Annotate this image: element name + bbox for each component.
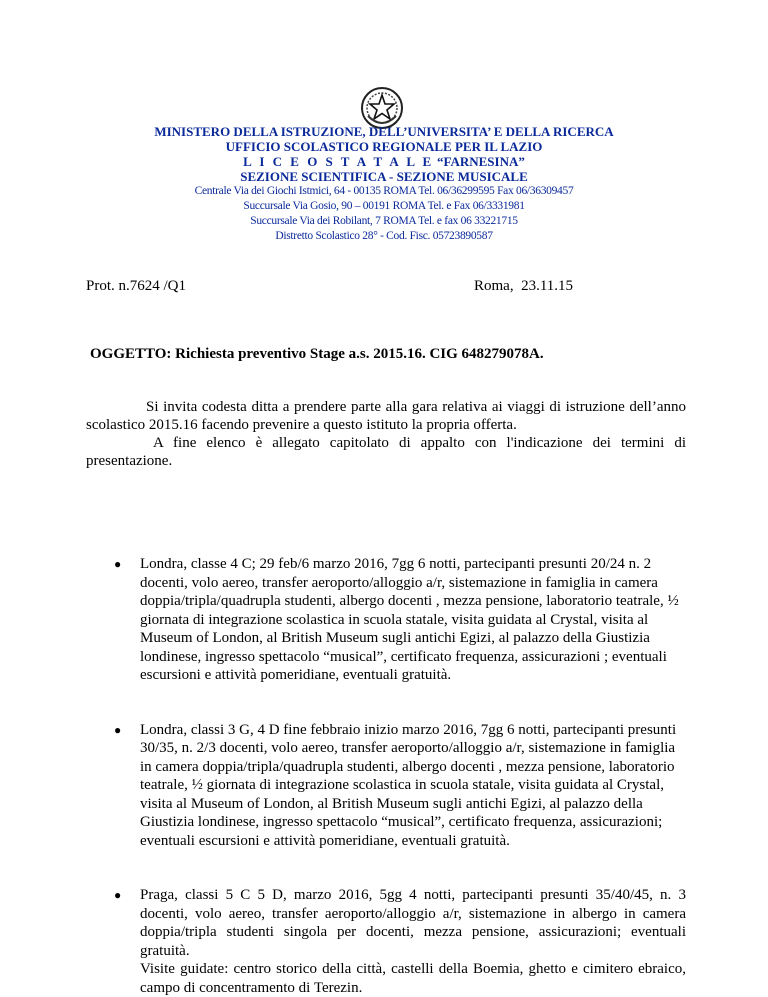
trip-prague-visits: Visite guidate: centro storico della città, castelli della Boemia, ghetto e cimitero ebraico, campo di concentramento di Terezin.: [140, 961, 686, 996]
protocol-number: Prot. n.7624 /Q1: [86, 278, 187, 294]
address-main: Centrale Via dei Giochi Istmici, 64 - 00135 ROMA Tel. 06/36299595 Fax 06/36309457: [194, 185, 574, 197]
intro-text: [86, 398, 686, 470]
list-item: [86, 721, 686, 851]
trip-list: [86, 555, 686, 997]
address-branch-robilant: Succursale Via dei Robilant, 7 ROMA Tel. e fax 06 33221715: [250, 215, 518, 227]
place-date: Roma, 23.11.15: [474, 278, 574, 294]
subject-line: OGGETTO: Richiesta preventivo Stage a.s. 2015.16. CIG 648279078A.: [90, 346, 544, 362]
school-title: [0, 154, 768, 169]
bullet-icon: ●: [114, 557, 122, 571]
regional-office: UFFICIO SCOLASTICO REGIONALE PER IL LAZIO: [225, 139, 543, 154]
trip-london-3g-4d: Londra, classi 3 G, 4 D fine febbraio inizio marzo 2016, 7gg 6 notti, partecipanti presunti 30/35, n. 2/3 docenti, volo aereo, transfer aeroporto/alloggio a/r, sistemazione in famiglia in camera doppia/tripla/quadrupla studenti, albergo docenti , mezza pensione, laboratorio teatrale, ½ giornata di integrazione scolastica in scuola statale, visita guidata al Crystal, visita al Museum of London, al British Museum sugli antichi Egizi, al palazzo della Giustizia londinese, ingresso spettacolo “musical”, certificato frequenza, assicurazioni; eventuali escursioni e attività pomeridiane, eventuali gratuità.: [140, 721, 677, 849]
trip-london-4c: Londra, classe 4 C; 29 feb/6 marzo 2016, 7gg 6 notti, partecipanti presunti 20/24 n. 2 docenti, volo aereo, transfer aeroporto/alloggio a/r, sistemazione in famiglia in camera doppia/tripla/quadrupla studenti, albergo docenti , mezza pensione, laboratorio teatrale, ½ giornata di integrazione scolastica in scuola statale, visita guidata al Crystal, visita al Museum of London, al British Museum sugli antichi Egizi, al palazzo della Giustizia londinese, ingresso spettacolo “musical”, certificato frequenza, assicurazioni ; eventuali escursioni e attività pomeridiane, eventuali gratuità.: [140, 556, 679, 683]
school-prefix: L I C E O S T A T A L E: [243, 154, 434, 169]
address-branch-gosio: Succursale Via Gosio, 90 – 00191 ROMA Tel. e Fax 06/3331981: [243, 200, 525, 212]
trip-prague-5c-5d: Praga, classi 5 C 5 D, marzo 2016, 5gg 4 notti, partecipanti presunti 35/40/45, n. 3 docenti, volo aereo, transfer aeroporto/alloggio a/r, sistemazione in albergo in camera doppia/tripla studenti singola per docenti, mezza pensione, assicurazioni; eventuali gratuità.: [140, 887, 686, 959]
list-item: [86, 886, 686, 997]
bullet-icon: ●: [114, 888, 122, 902]
ministry-name: MINISTERO DELLA ISTRUZIONE, DELL’UNIVERSITA’ E DELLA RICERCA: [154, 124, 614, 139]
letterhead: [0, 124, 768, 244]
list-item: [86, 555, 686, 685]
bullet-icon: ●: [114, 722, 122, 737]
district-fiscal-code: Distretto Scolastico 28° - Cod. Fisc. 05723890587: [275, 230, 493, 242]
school-sections: SEZIONE SCIENTIFICA - SEZIONE MUSICALE: [240, 169, 528, 184]
intro-paragraph-2: A fine elenco è allegato capitolato di appalto con l'indicazione dei termini di presentazione.: [86, 435, 686, 469]
school-name: “FARNESINA”: [436, 154, 525, 169]
intro-paragraph-1: Si invita codesta ditta a prendere parte alla gara relativa ai viaggi di istruzione dell’anno scolastico 2015.16 facendo prevenire a questo istituto la propria offerta.: [86, 399, 686, 433]
